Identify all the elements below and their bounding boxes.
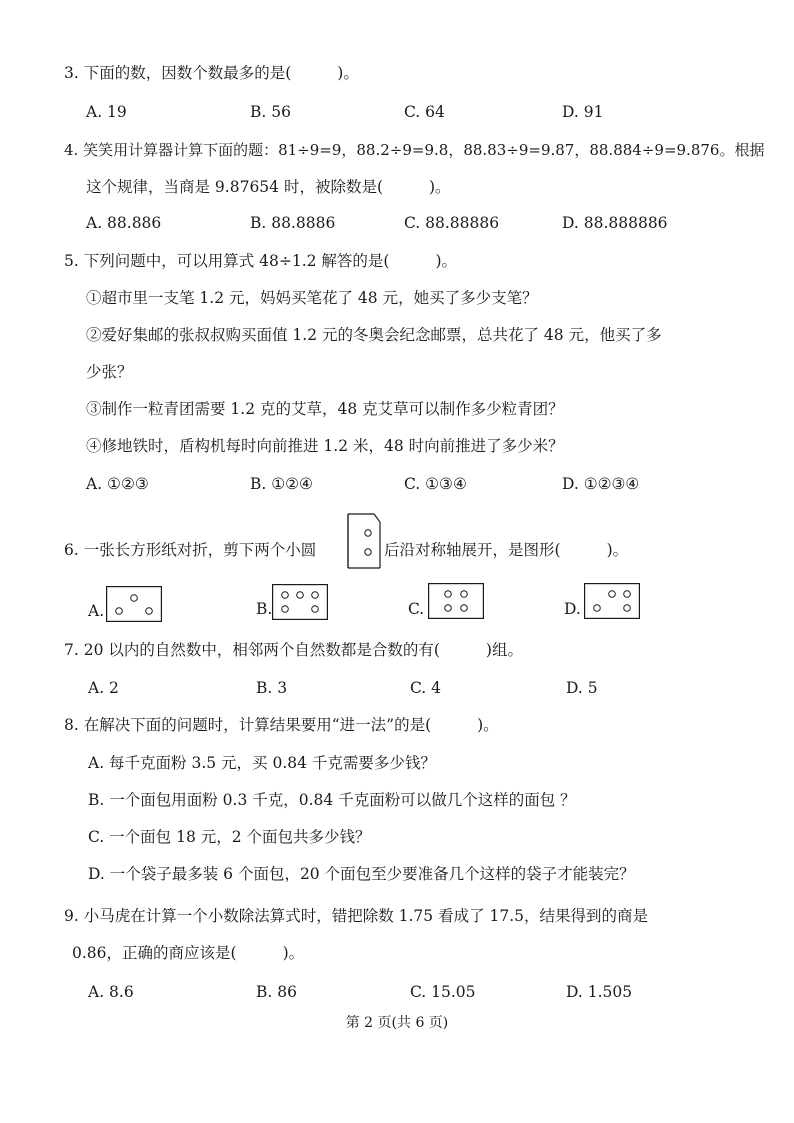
q5-option-d: D. ①②③④ — [562, 475, 640, 493]
q5-item-3: ③制作一粒青团需要 1.2 克的艾草，48 克艾草可以制作多少粒青团？ — [86, 400, 564, 418]
q6-option-b-figure — [272, 584, 328, 620]
q5-item-4: ④修地铁时，盾构机每时向前推进 1.2 米，48 时向前推进了多少米？ — [86, 437, 564, 455]
q5-item-1: ①超市里一支笔 1.2 元，妈妈买笔花了 48 元，她买了多少支笔？ — [86, 289, 538, 307]
question-4-line1: 4. 笑笑用计算器计算下面的题：81÷9=9，88.2÷9=9.8，88.83÷9=9.87，88.884÷9=9.876。根据 — [64, 141, 765, 159]
q3-option-c: C. 64 — [404, 103, 445, 121]
q6-option-d-label: D. — [564, 600, 581, 618]
q6-option-a-label: A. — [88, 602, 105, 620]
q6-option-a-figure — [106, 586, 162, 622]
question-3-stem: 3. 下面的数，因数个数最多的是( )。 — [64, 64, 359, 82]
page-number: 第 2 页(共 6 页) — [345, 1015, 449, 1031]
q4-option-c: C. 88.88886 — [404, 214, 500, 232]
question-9-line2: 0.86，正确的商应该是( )。 — [72, 944, 305, 962]
q9-option-d: D. 1.505 — [566, 983, 633, 1001]
q6-option-c-label: C. — [408, 600, 425, 618]
q9-option-b: B. 86 — [256, 983, 297, 1001]
question-6-stem-b: 后沿对称轴展开，是图形( )。 — [384, 541, 629, 559]
q3-option-a: A. 19 — [86, 103, 127, 121]
q8-option-a: A. 每千克面粉 3.5 元，买 0.84 千克需要多少钱？ — [88, 754, 436, 772]
q3-option-b: B. 56 — [250, 103, 291, 121]
q9-option-c: C. 15.05 — [410, 983, 476, 1001]
q6-option-d-figure — [584, 583, 640, 619]
q5-option-c: C. ①③④ — [404, 475, 467, 493]
folded-paper-icon — [346, 514, 382, 568]
q4-option-a: A. 88.886 — [86, 214, 162, 232]
question-9-line1: 9. 小马虎在计算一个小数除法算式时，错把除数 1.75 看成了 17.5，结果得到的商是 — [64, 907, 649, 925]
q7-option-c: C. 4 — [410, 679, 442, 697]
question-7-stem: 7. 20 以内的自然数中，相邻两个自然数都是合数的有( )组。 — [64, 641, 523, 659]
question-4-line2: 这个规律，当商是 9.87654 时，被除数是( )。 — [86, 178, 451, 196]
q7-option-a: A. 2 — [88, 679, 119, 697]
q6-option-c-figure — [428, 583, 484, 619]
q6-option-b-label: B. — [256, 600, 273, 618]
q5-option-a: A. ①②③ — [86, 475, 149, 493]
question-8-stem: 8. 在解决下面的问题时，计算结果要用“进一法”的是( )。 — [64, 716, 499, 734]
q3-option-d: D. 91 — [562, 103, 604, 121]
q9-option-a: A. 8.6 — [88, 983, 134, 1001]
q4-option-d: D. 88.888886 — [562, 214, 668, 232]
q5-item-2a: ②爱好集邮的张叔叔购买面值 1.2 元的冬奥会纪念邮票，总共花了 48 元，他买了多 — [86, 326, 662, 344]
q7-option-b: B. 3 — [256, 679, 288, 697]
q8-option-b: B. 一个面包用面粉 0.3 千克，0.84 千克面粉可以做几个这样的面包 ？ — [88, 791, 576, 809]
q5-option-b: B. ①②④ — [250, 475, 313, 493]
question-6-stem-a: 6. 一张长方形纸对折，剪下两个小圆 — [64, 541, 317, 559]
q4-option-b: B. 88.8886 — [250, 214, 336, 232]
q7-option-d: D. 5 — [566, 679, 598, 697]
q8-option-c: C. 一个面包 18 元，2 个面包共多少钱？ — [88, 828, 371, 846]
question-5-stem: 5. 下列问题中，可以用算式 48÷1.2 解答的是( )。 — [64, 252, 458, 270]
q8-option-d: D. 一个袋子最多装 6 个面包，20 个面包至少要准备几个这样的袋子才能装完？ — [88, 865, 635, 883]
q5-item-2b: 少张？ — [86, 363, 133, 381]
